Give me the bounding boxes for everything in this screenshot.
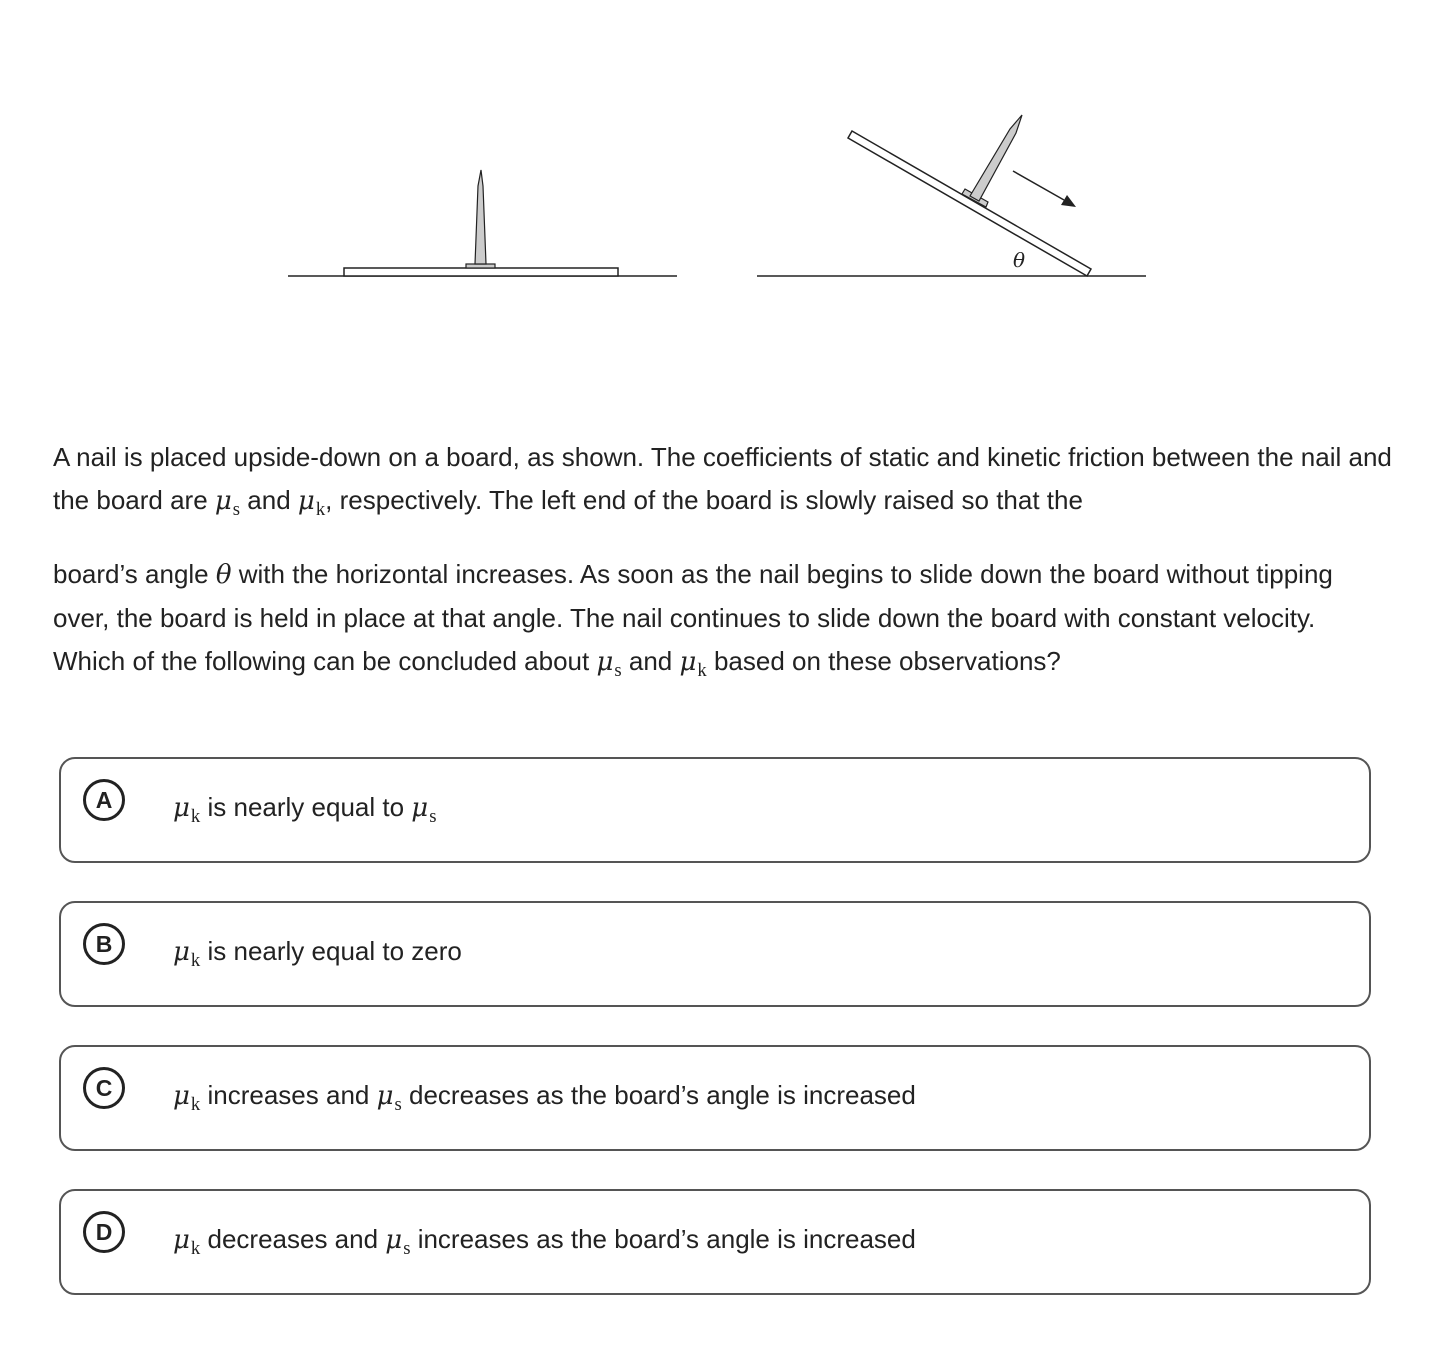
question-text-part: board’s angle [53, 558, 216, 589]
flat-board-diagram [288, 170, 677, 276]
inclined-board [848, 131, 1091, 276]
theta-label: θ [1013, 248, 1026, 272]
choice-d[interactable] [59, 1189, 1371, 1295]
subscript-k: k [190, 1237, 201, 1259]
mu-symbol: μ [297, 486, 315, 516]
mu-symbol: μ [173, 1081, 190, 1111]
subscript-s: s [614, 659, 622, 681]
question-text-part: A nail is placed upside-down on a board, as shown. The coefficients of static and kinetic friction between the nail and the board are [53, 442, 1392, 515]
mu-symbol: μ [173, 937, 190, 967]
choice-text-part: decreases and [200, 1224, 386, 1254]
mu-symbol: μ [385, 1225, 403, 1255]
mu-symbol: μ [679, 646, 697, 677]
question-text [53, 436, 1393, 692]
choice-a-text [173, 787, 436, 837]
mu-symbol: μ [596, 646, 614, 677]
mu-symbol: μ [173, 793, 190, 823]
choice-b-text [173, 931, 462, 981]
mu-symbol: μ [376, 1081, 394, 1111]
theta-symbol: θ [215, 559, 232, 590]
choice-d-text [173, 1219, 916, 1269]
subscript-k: k [190, 805, 201, 827]
choice-d-letter-badge: D [83, 1211, 125, 1253]
choice-c[interactable] [59, 1045, 1371, 1151]
choice-c-letter-badge: C [83, 1067, 125, 1109]
physics-figure [0, 0, 1436, 420]
mu-symbol: μ [411, 793, 429, 823]
question-text-part: and [240, 485, 298, 515]
nail-shank-left [475, 170, 486, 264]
choice-text-part: is nearly equal to zero [200, 936, 462, 966]
subscript-k: k [190, 1093, 201, 1115]
question-paragraph-1 [53, 436, 1393, 531]
motion-arrow-head [1061, 195, 1076, 207]
inclined-board-diagram [757, 115, 1146, 276]
choice-a-letter-badge: A [83, 779, 125, 821]
subscript-k: k [315, 498, 326, 520]
choice-text-part: is nearly equal to [200, 792, 412, 822]
motion-arrow-line [1013, 171, 1064, 200]
choice-text-part: increases and [200, 1080, 377, 1110]
flat-board [344, 268, 618, 276]
question-text-part: and [621, 645, 680, 676]
question-text-part: based on these observations? [706, 645, 1061, 676]
choice-b-letter-badge: B [83, 923, 125, 965]
choice-text-part: decreases as the board’s angle is increased [401, 1080, 916, 1110]
mu-symbol: μ [173, 1225, 190, 1255]
choice-b[interactable] [59, 901, 1371, 1007]
subscript-s: s [232, 498, 241, 520]
choice-a[interactable] [59, 757, 1371, 863]
choice-c-text [173, 1075, 916, 1125]
nail-shank-right [970, 115, 1022, 201]
choice-text-part: increases as the board’s angle is increased [410, 1224, 916, 1254]
question-text-part: with the horizontal increases. As soon as the nail begins to slide down the board without tipping over, the board is held in place at that angle. The nail continues to slide down the board with constant velocity. Which of the following can be concluded about [53, 558, 1333, 676]
subscript-s: s [403, 1237, 411, 1259]
subscript-s: s [429, 805, 437, 827]
subscript-s: s [394, 1093, 402, 1115]
subscript-k: k [190, 949, 201, 971]
mu-symbol: μ [214, 486, 232, 516]
question-text-part: , respectively. The left end of the board is slowly raised so that the [325, 485, 1083, 515]
question-paragraph-2 [53, 553, 1393, 692]
subscript-k: k [697, 659, 707, 681]
